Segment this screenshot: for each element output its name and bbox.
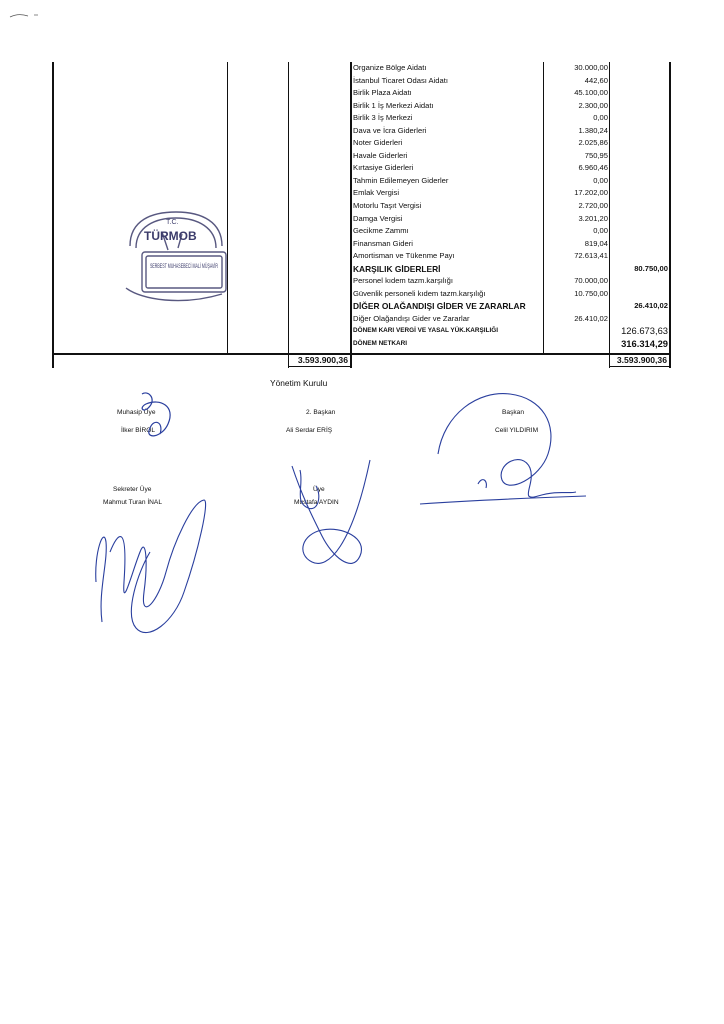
signature-secretary	[88, 492, 212, 642]
member-name-president: Celil YILDIRIM	[495, 427, 539, 434]
board-title: Yönetim Kurulu	[270, 378, 328, 388]
ledger-row	[352, 162, 670, 175]
member-role-secretary: Sekreter Üye	[113, 486, 152, 493]
ledger-row-label: Havale Giderleri	[353, 150, 408, 160]
ledger-row	[352, 125, 670, 138]
member-name-secretary: Mahmut Turan İNAL	[103, 499, 163, 506]
ledger-row	[352, 288, 670, 301]
ledger-row-label: Diğer Olağandışı Gider ve Zararlar	[353, 313, 470, 323]
ledger-row-total: 126.673,63	[621, 325, 668, 337]
member-name-treasurer: İlker BİROL	[121, 427, 156, 434]
ledger-row	[352, 87, 670, 100]
expense-ledger	[352, 62, 670, 351]
ledger-row	[352, 150, 670, 163]
ledger-row-amount: 70.000,00	[574, 276, 608, 286]
ledger-row	[352, 263, 670, 276]
ledger-row-label: Tahmin Edilemeyen Giderler	[353, 175, 449, 185]
ledger-row-label: DÖNEM NETKARI	[353, 340, 407, 348]
ledger-row	[352, 175, 670, 188]
signature-member	[282, 456, 378, 580]
ledger-row-amount: 6.960,46	[578, 163, 608, 173]
ledger-row	[352, 325, 670, 338]
ledger-row-amount: 0,00	[593, 113, 608, 123]
ledger-row-amount: 17.202,00	[574, 188, 608, 198]
official-stamp	[122, 208, 264, 310]
ledger-row	[352, 313, 670, 326]
ledger-row-amount: 30.000,00	[574, 63, 608, 72]
ledger-row	[352, 112, 670, 125]
stamp-main-text: TÜRMOB	[144, 229, 197, 243]
ledger-row-total: 26.410,02	[634, 301, 668, 311]
ledger-row-amount: 45.100,00	[574, 88, 608, 98]
member-role-treasurer: Muhasip Üye	[117, 409, 156, 416]
ledger-row	[352, 100, 670, 113]
ledger-row	[352, 338, 670, 351]
ledger-row	[352, 275, 670, 288]
member-name-vice-president: Ali Serdar ERİŞ	[286, 427, 333, 434]
member-name-member: Mustafa AYDIN	[294, 499, 339, 506]
ledger-row-amount: 2.025,86	[578, 138, 608, 148]
member-role-president: Başkan	[502, 409, 524, 416]
ledger-row	[352, 213, 670, 226]
ledger-row	[352, 238, 670, 251]
ledger-row-label: Birlik Plaza Aidatı	[353, 88, 412, 98]
ledger-row-amount: 0,00	[593, 175, 608, 185]
member-role-member: Üye	[313, 486, 325, 493]
ledger-row-label: Personel kıdem tazm.karşılığı	[353, 276, 454, 286]
grand-total-right: 3.593.900,36	[616, 355, 667, 365]
ledger-row-amount: 10.750,00	[574, 288, 608, 298]
ledger-row-label: Emlak Vergisi	[353, 188, 399, 198]
ledger-row	[352, 137, 670, 150]
ledger-row-amount: 819,04	[584, 238, 608, 248]
stamp-bottom-text: SERBEST MUHASEBECİ MALİ MÜŞAVİR	[150, 264, 264, 270]
ledger-row-total: 316.314,29	[621, 338, 668, 350]
ledger-row-label: Organize Bölge Aidatı	[353, 63, 427, 72]
ledger-row	[352, 62, 670, 75]
ledger-row-label: İstanbul Ticaret Odası Aidatı	[353, 75, 448, 85]
ledger-row-amount: 2.300,00	[578, 100, 608, 110]
ledger-row-label: DÖNEM KARI VERGİ VE YASAL YÜK.KARŞILIĞI	[353, 327, 498, 335]
signature-treasurer	[120, 388, 190, 448]
ledger-row	[352, 300, 670, 313]
grand-total-left: 3.593.900,36	[297, 355, 348, 365]
ledger-row-label: Dava ve İcra Giderleri	[353, 125, 427, 135]
ledger-row-amount: 442,60	[584, 75, 608, 85]
ledger-row-label: KARŞILIK GİDERLERİ	[353, 263, 441, 274]
ledger-row-label: Amortisman ve Tükenme Payı	[353, 251, 455, 261]
signature-president	[418, 384, 590, 508]
ledger-row-total: 80.750,00	[634, 263, 668, 273]
ledger-row	[352, 225, 670, 238]
ledger-row-label: DİĞER OLAĞANDIŞI GİDER VE ZARARLAR	[353, 301, 526, 312]
ledger-row-amount: 72.613,41	[574, 251, 608, 261]
member-role-vice-president: 2. Başkan	[306, 409, 336, 416]
ledger-row-label: Finansman Gideri	[353, 238, 413, 248]
ledger-row-label: Güvenlik personeli kıdem tazm.karşılığı	[353, 288, 486, 298]
ledger-row-amount: 2.720,00	[578, 201, 608, 211]
ledger-row-label: Kırtasiye Giderleri	[353, 163, 414, 173]
stamp-top-text: T.C.	[166, 219, 179, 226]
ledger-row	[352, 200, 670, 213]
ledger-row-amount: 0,00	[593, 226, 608, 236]
ledger-row-amount: 26.410,02	[574, 313, 608, 323]
ledger-row-label: Birlik 1 İş Merkezi Aidatı	[353, 100, 434, 110]
ledger-row-label: Birlik 3 İş Merkezi	[353, 113, 413, 123]
ledger-row	[352, 187, 670, 200]
scan-mark	[8, 10, 48, 20]
ledger-row-label: Gecikme Zammı	[353, 226, 409, 236]
ledger-row-amount: 750,95	[584, 150, 608, 160]
ledger-row-label: Damga Vergisi	[353, 213, 403, 223]
ledger-row-amount: 3.201,20	[578, 213, 608, 223]
ledger-row-amount: 1.380,24	[578, 125, 608, 135]
ledger-row	[352, 250, 670, 263]
ledger-row-label: Noter Giderleri	[353, 138, 403, 148]
ledger-row-label: Motorlu Taşıt Vergisi	[353, 201, 422, 211]
ledger-row	[352, 75, 670, 88]
